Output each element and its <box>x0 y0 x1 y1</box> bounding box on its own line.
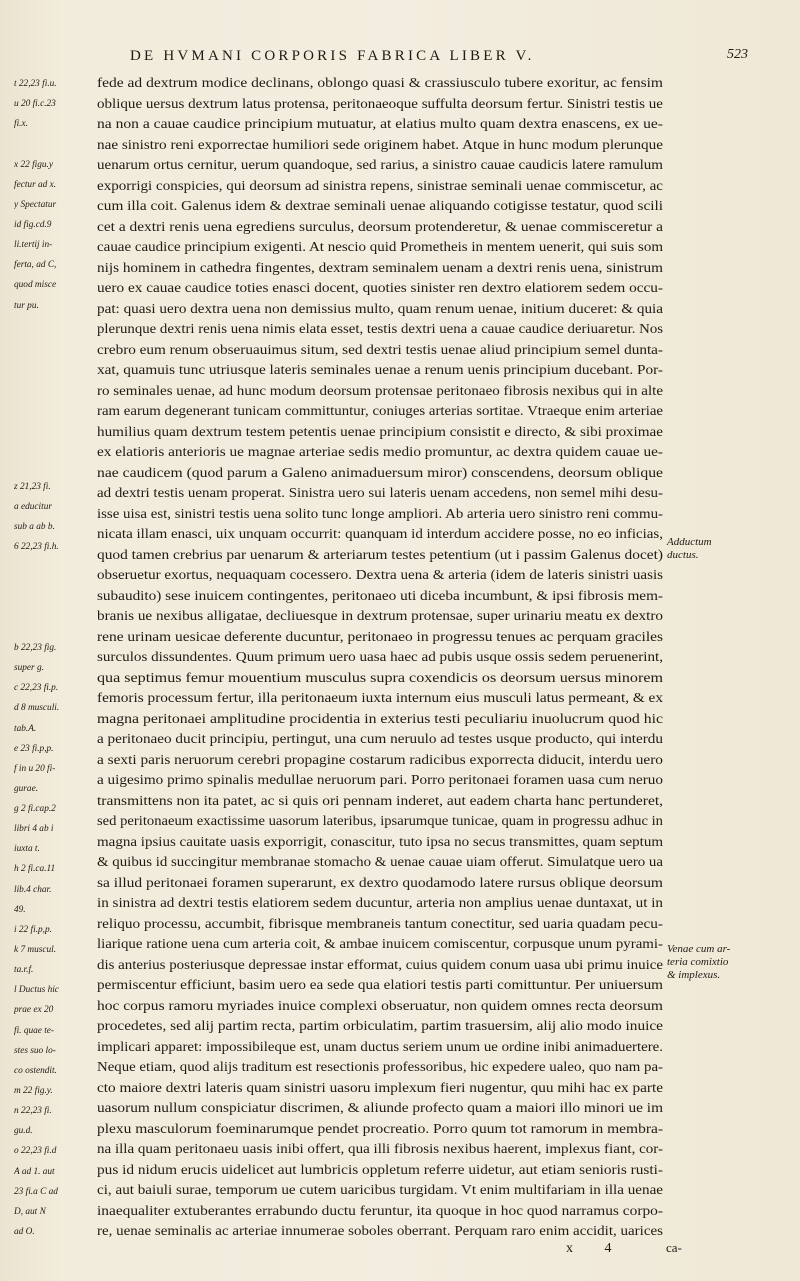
text-line: pat: quasi uero dextra uena non demissius multo, quam renum uenae, initium duceret: & quia <box>97 300 663 316</box>
margin-note <box>14 557 94 577</box>
text-line: nicata illam enasci, uix unquam occurrit: quanquam id interdum accidere posse, no eo inficias, <box>97 526 663 541</box>
margin-note: ferta, ad C, <box>14 260 57 271</box>
catchword: ca- <box>666 1240 682 1255</box>
margin-note: super g. <box>14 663 44 674</box>
main-text-block <box>97 73 663 1242</box>
text-line: subaudito) sese inuicem contingentes, peritonaeo uti diceba incumbunt, & ipsi fibrosis mem- <box>97 587 663 603</box>
text-line: nae sinistro reni exporrectae humiliori sede originem habet. Atque in hunc modum plerunque <box>97 136 663 152</box>
text-line: humilius quam dextrum testem petentis uenae principium consistit e directo, & sibi proximae <box>97 423 663 439</box>
margin-note: g 2 fi.cap.2 <box>14 804 56 815</box>
text-line: quod tamen crebrius par uenarum & arteriarum testes petentium (ut i passim Galenus docet) <box>97 546 663 562</box>
right-margin-note-adductum <box>667 536 797 562</box>
margin-note: d 8 musculi. <box>14 703 60 714</box>
text-line: inaequaliter extuberantes errabundo ductu feruntur, ita quoque in hoc quod narramus corpo- <box>97 1202 663 1218</box>
right-margin-note-venae <box>667 943 797 982</box>
text-line: hoc corpus ramoru myriades inuice complexi obseruatur, non quidem omnes recta deorsum <box>97 997 663 1013</box>
margin-note: t 22,23 fi.u. <box>14 79 57 89</box>
margin-note: c 22,23 fi.p. <box>14 683 59 694</box>
text-line: a peritonaeo ducit principiu, pertingut, una cum neruulo ad testes usque producto, qui interdu <box>97 731 663 746</box>
text-line: liarique ratione uena cum arteria coit, & ambae inuicem comiscentur, corpusque unum pyrami- <box>97 936 663 951</box>
margin-note: co ostendit. <box>14 1065 57 1076</box>
text-line: xat, quamuis tunc utriusque lateris seminales uenae a renum uenis principium ducebant. Por- <box>97 362 663 377</box>
margin-note: k 7 muscul. <box>14 945 57 956</box>
margin-note: fi.x. <box>14 119 28 130</box>
margin-note: quod misce <box>14 280 57 291</box>
text-line: Neque etiam, quod alijs traditum est resectionis professoribus, hic expedere ualeo, quo nam pa- <box>97 1059 663 1074</box>
text-line: reliquo processu, accumbit, fibrisque membraneis tantum conectitur, sed uaria quadam pecu- <box>97 915 663 931</box>
text-line: nae caudicem (quod parum a Galeno animaduersum miror) conscendens, deorsum oblique <box>97 464 663 480</box>
text-line: nijs hominem in cathedra fingentes, dextram seminalem uenam a dextri renis uena, sinistrum <box>97 259 663 275</box>
margin-note: stes suo lo- <box>14 1045 56 1056</box>
text-line: ad dextri testis uenam properat. Sinistra uero sui lateris uenam accedens, non semel mihi desu- <box>97 485 663 500</box>
margin-note: 23 fi.a C ad <box>14 1186 58 1197</box>
text-line: crebro eum renum obseruauimus situm, sed dextri testis uenae aliud principium semel dunta- <box>97 341 663 357</box>
margin-note <box>14 598 94 618</box>
margin-note <box>14 396 94 416</box>
right-note-line: teria comixtio <box>667 956 729 968</box>
text-line: sa illud peritonaei foramen superarunt, ex dextro quodamodo latere rursus oblique deorsum <box>97 874 663 890</box>
margin-note: iuxta t. <box>14 844 40 855</box>
margin-note: sub a ab b. <box>14 522 55 533</box>
margin-note: prae ex 20 <box>14 1005 54 1016</box>
page-number: 523 <box>727 47 748 62</box>
text-line: uasorum nullum conspiciatur discrimen, & aliunde profecto quam a maiori illo minori ue im <box>97 1100 663 1115</box>
text-line: obseruetur exortus, nequaquam cocessero. Dextra uena & arteria (idem de lateris sinistri uasis <box>97 567 663 582</box>
margin-note <box>14 356 94 376</box>
text-line: branis ue nexibus alligatae, decliuesque in dextrum protensae, super urinariu meatu ex dextro <box>97 608 663 623</box>
text-line: in sinistra ad dextri testis elatiorem sedem ducuntur, arteria non amplius uenae duntaxat, ut in <box>97 895 663 910</box>
text-line: implicari apparet: impossibileque est, unam ductus seriem unum ue ordine inibi animaduertere. <box>97 1038 663 1054</box>
text-line: plexu masculorum foeminarumque pendet procreatio. Porro quum tot ramorum in membra- <box>97 1120 663 1136</box>
text-line: a sexti paris neruorum cerebri propagine costarum radicibus exporrecta diducit, interdu uero <box>97 751 663 767</box>
margin-note: ad O. <box>14 1227 35 1238</box>
margin-note: ta.r.f. <box>14 965 34 976</box>
margin-note: e 23 fi.p,p. <box>14 743 54 754</box>
text-line: magna peritonaei amplitudine procidentia in exterius testi peculiariu inuolucrum quod hic <box>97 710 663 726</box>
text-line: ci, aut baiuli surae, temporum ue cutem uaricibus turgidam. Vt enim multifariam in illa uenae <box>97 1182 663 1197</box>
margin-note <box>14 336 94 356</box>
margin-note <box>14 437 94 457</box>
margin-note: 6 22,23 fi.h. <box>14 542 59 553</box>
margin-note <box>14 578 94 598</box>
text-line: na non a cauae caudice principium mutuatur, at elatius multo quam dextra enascens, ex ue- <box>97 116 663 131</box>
text-line: rene urinam uesicae deferente ducuntur, peritonaeo in progressu tenues ac perquam graciles <box>97 628 663 644</box>
margin-note: tur pu. <box>14 300 39 311</box>
margin-note: libri 4 ab i <box>14 824 54 835</box>
text-line: cauae caudice principium exigenti. At nescio quid Prometheis in mentem uenerit, qui suis som <box>97 239 663 254</box>
text-line: a uigesimo primo spinalis medullae neruorum pari. Porro peritonaei foramen uasa cum neruo <box>97 772 663 787</box>
margin-note: lib.4 char. <box>14 884 52 895</box>
running-head: DE HVMANI CORPORIS FABRICA LIBER V. <box>130 48 535 64</box>
right-note-line: Adductum <box>667 536 712 548</box>
margin-note: x 22 figu.y <box>14 159 53 170</box>
text-line: cum illa coit. Galenus idem & dextrae seminali uenae aliquando cotigisse testatur, quod scili <box>97 198 663 213</box>
margin-note: b 22,23 fig. <box>14 642 57 653</box>
text-line: fede ad dextrum modice declinans, oblongo quasi & crassiusculo tubere exoritur, ac fensim <box>97 75 663 90</box>
text-line: na illa quam peritonaeu uasis inibi offert, qua illi fibrosis nexibus haerent, implexus fiant, cor- <box>97 1141 663 1156</box>
margin-note: fectur ad x. <box>14 179 57 190</box>
margin-note: h 2 fi.ca.11 <box>14 864 56 875</box>
text-line: uenarum ortus cernitur, uerum quandoque, sed rarius, a sinistro cauae caudicis latere ramulum <box>97 157 663 172</box>
text-line: pus id nidum erucis uidelicet aut lumbricis oppletum referre uidetur, aut etiam senioris rusti- <box>97 1161 663 1177</box>
margin-note: n 22,23 fi. <box>14 1106 52 1117</box>
text-line: femoris processum fertur, illa peritonaeum iuxta internum eius musculi latus permeant, & ex <box>97 690 663 705</box>
margin-note: z 21,23 fi. <box>14 481 51 492</box>
margin-note <box>14 134 94 154</box>
text-line: ram earum degenerant tunicam committuntur, coniuges arterias sortitae. Vtraeque enim arteriae <box>97 403 663 418</box>
margin-note <box>14 618 94 638</box>
margin-note: li.tertij in- <box>14 240 53 251</box>
text-line: cet a dextri renis uena egrediens surculus, deorsum protenderetur, & uenae commisceretur a <box>97 218 663 234</box>
margin-note: l Ductus hic <box>14 985 59 996</box>
text-line: & quibus id succingitur membranae stomacho & uenae cauae uiam offerut. Simulatque uero ua <box>97 854 663 869</box>
margin-note <box>14 416 94 436</box>
text-line: sed peritonaeum exactissime uasorum lateribus, ipsarumque tunicae, quam in progressu adhuc in <box>97 813 663 828</box>
text-line: oblique uersus dextrum latus protensa, peritonaeoque suffulta deorsum fertur. Sinistri testis ue <box>97 95 663 111</box>
margin-note: tab.A. <box>14 723 37 734</box>
right-note-line: ductus. <box>667 549 699 561</box>
margin-note: o 22,23 fi.d <box>14 1146 57 1157</box>
margin-note: a educitur <box>14 501 52 512</box>
text-line: ex elatioris anterioris ue magnae arteriae sedis medio promuntur, ac dextra quidem cauae ue- <box>97 444 663 459</box>
margin-note: 49. <box>14 904 26 915</box>
text-line: re, uenae seminalis ac arteriae innumerae soboles oberrant. Perquam raro enim accidit, uarices <box>97 1223 663 1238</box>
text-line: permiscentur efficiunt, basim uero ea sede qua elatiori testis parti comittuntur. Per uniuersum <box>97 977 663 992</box>
text-line: plerunque dextri renis uena nimis elata esset, testis dextri uena a cauae caudice deriuaretur. Nos <box>97 321 663 336</box>
margin-note: u 20 fi.c.23 <box>14 99 56 110</box>
right-note-line: & implexus. <box>667 969 721 981</box>
margin-note <box>14 457 94 477</box>
margin-note: m 22 fig.y. <box>14 1086 53 1097</box>
left-margin-notes <box>14 74 94 1242</box>
text-line: dis anterius posteriusque depressae instar efformat, cuius quidem conum uasa ubi primu inuice <box>97 956 663 972</box>
text-line: isse uisa est, sinistri testis uena solito tunc longe ampliori. Ab arteria uero sinistro reni commu- <box>97 505 663 521</box>
margin-note: gu.d. <box>14 1126 33 1137</box>
text-line: ro seminales uenae, ad hunc modum deorsum protensae peritonaeo fibrosis nexibus qui in alte <box>97 382 663 398</box>
text-line: qua septimus femur mouentium musculus supra coxendicis os deorsum uersus minorem <box>97 669 663 685</box>
margin-note: fi. quae te- <box>14 1025 55 1036</box>
margin-note: f in u 20 fi- <box>14 763 56 774</box>
text-line: uero ex cauae caudice toties enasci docent, quoties sinister ren dextro elatiorem sedem occu- <box>97 280 663 295</box>
margin-note: gurae. <box>14 783 39 794</box>
text-line: transmittens non ita patet, ac si quis ori pennam inderet, aut eadem charta hanc pertunderet, <box>97 792 663 808</box>
text-line: magna ipsius cauitate uasis exporrigit, conascitur, tuto ipsa no secus transmittes, quam septum <box>97 833 663 849</box>
text-line: procedetes, sed alij partim recta, partim orbiculatim, partim trasuersim, alij alio modo inuice <box>97 1018 663 1033</box>
margin-note: D, aut N <box>14 1206 46 1217</box>
margin-note: id fig.cd.9 <box>14 219 52 230</box>
margin-note: i 22 fi.p,p. <box>14 924 52 935</box>
signature-mark: x 4 <box>566 1241 626 1256</box>
text-line: surculos dissundentes. Quum primum uero uasa haec ad pubis usque ossis sedem peruenerint, <box>97 649 663 664</box>
margin-note <box>14 316 94 336</box>
text-line: exporrigi conspicies, qui deorsum ad sinistra repens, sinistrae seminali uenae commiscetur, ac <box>97 177 663 193</box>
margin-note <box>14 376 94 396</box>
margin-note: A ad 1. aut <box>14 1166 55 1177</box>
right-note-line: Venae cum ar- <box>667 943 731 955</box>
text-line: cto maiore dextri lateris quam sinistri uasoru implexum fieri nugentur, quu mihi hac ex parte <box>97 1079 663 1095</box>
margin-note: y Spectatur <box>14 199 57 210</box>
